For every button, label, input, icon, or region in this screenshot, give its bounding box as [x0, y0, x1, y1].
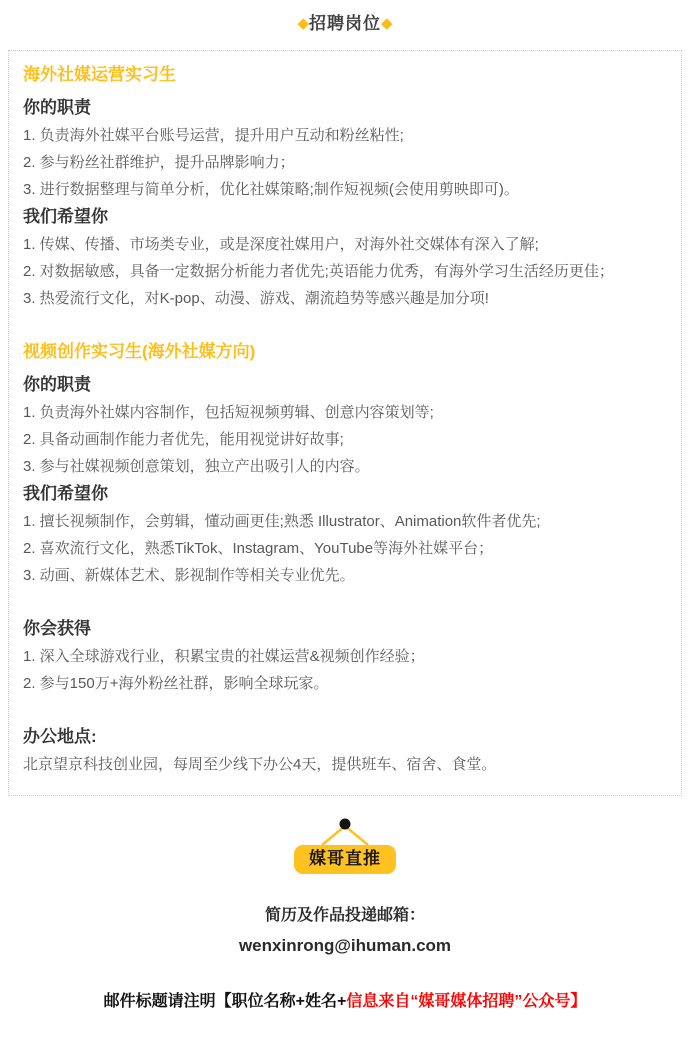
list-item: 2. 具备动画制作能力者优先，能用视觉讲好故事;	[23, 431, 344, 448]
list-item: 2. 参与150万+海外粉丝社群，影响全球玩家。	[23, 675, 329, 692]
page-title	[0, 0, 690, 34]
mail-subject-note-red: 信息来自“媒哥媒体招聘”公众号】	[346, 993, 587, 1010]
email-heading: 简历及作品投递邮箱：	[264, 907, 425, 924]
list-item: 2. 参与粉丝社群维护，提升品牌影响力；	[23, 154, 295, 171]
job2-duties-heading: 你的职责	[23, 375, 91, 394]
jobs-box	[8, 50, 682, 796]
job1-title: 海外社媒运营实习生	[23, 65, 176, 84]
list-item: 3. 参与社媒视频创意策划，独立产出吸引人的内容。	[23, 458, 370, 475]
office-heading: 办公地点:	[23, 727, 97, 746]
referral-tag-block	[0, 818, 690, 874]
page-title-text: 招聘岗位	[309, 14, 381, 33]
list-item: 3. 动画、新媒体艺术、影视制作等相关专业优先。	[23, 567, 355, 584]
list-item: 1. 深入全球游戏行业，积累宝贵的社媒运营&视频创作经验；	[23, 648, 425, 665]
mail-subject-note	[0, 992, 690, 1012]
referral-tag: 媒哥直推	[294, 845, 396, 874]
list-item: 2. 喜欢流行文化，熟悉TikTok、Instagram、YouTube等海外社媒平台；	[23, 540, 494, 557]
hanging-pin-icon	[297, 818, 393, 845]
diamond-icon-left: ◆	[297, 15, 309, 32]
job1-hopes-heading: 我们希望你	[23, 207, 108, 226]
job1-duties-heading: 你的职责	[23, 98, 91, 117]
section-spacer	[23, 593, 667, 619]
list-item: 2. 对数据敏感，具备一定数据分析能力者优先;英语能力优秀，有海外学习生活经历更佳；	[23, 263, 614, 280]
email-address: wenxinrong@ihuman.com	[238, 936, 452, 955]
list-item: 1. 传媒、传播、市场类专业，或是深度社媒用户，对海外社交媒体有深入了解;	[23, 236, 539, 253]
list-item: 1. 擅长视频制作，会剪辑，懂动画更佳;熟悉 Illustrator、Animation软件者优先;	[23, 513, 541, 530]
list-item: 3. 热爱流行文化，对K-pop、动漫、游戏、潮流趋势等感兴趣是加分项!	[23, 290, 489, 307]
section-spacer	[23, 701, 667, 727]
mail-subject-note-black: 邮件标题请注明【职位名称+姓名+	[103, 993, 347, 1010]
job2-title: 视频创作实习生(海外社媒方向)	[23, 342, 256, 361]
office-location-text: 北京望京科技创业园，每周至少线下办公4天，提供班车、宿舍、食堂。	[23, 756, 497, 773]
job2-hopes-heading: 我们希望你	[23, 484, 108, 503]
gains-heading: 你会获得	[23, 619, 91, 638]
diamond-icon-right: ◆	[381, 15, 393, 32]
list-item: 1. 负责海外社媒内容制作，包括短视频剪辑、创意内容策划等;	[23, 404, 434, 421]
section-spacer	[23, 316, 667, 342]
list-item: 3. 进行数据整理与简单分析，优化社媒策略;制作短视频(会使用剪映即可)。	[23, 181, 519, 198]
list-item: 1. 负责海外社媒平台账号运营，提升用户互动和粉丝粘性;	[23, 127, 404, 144]
